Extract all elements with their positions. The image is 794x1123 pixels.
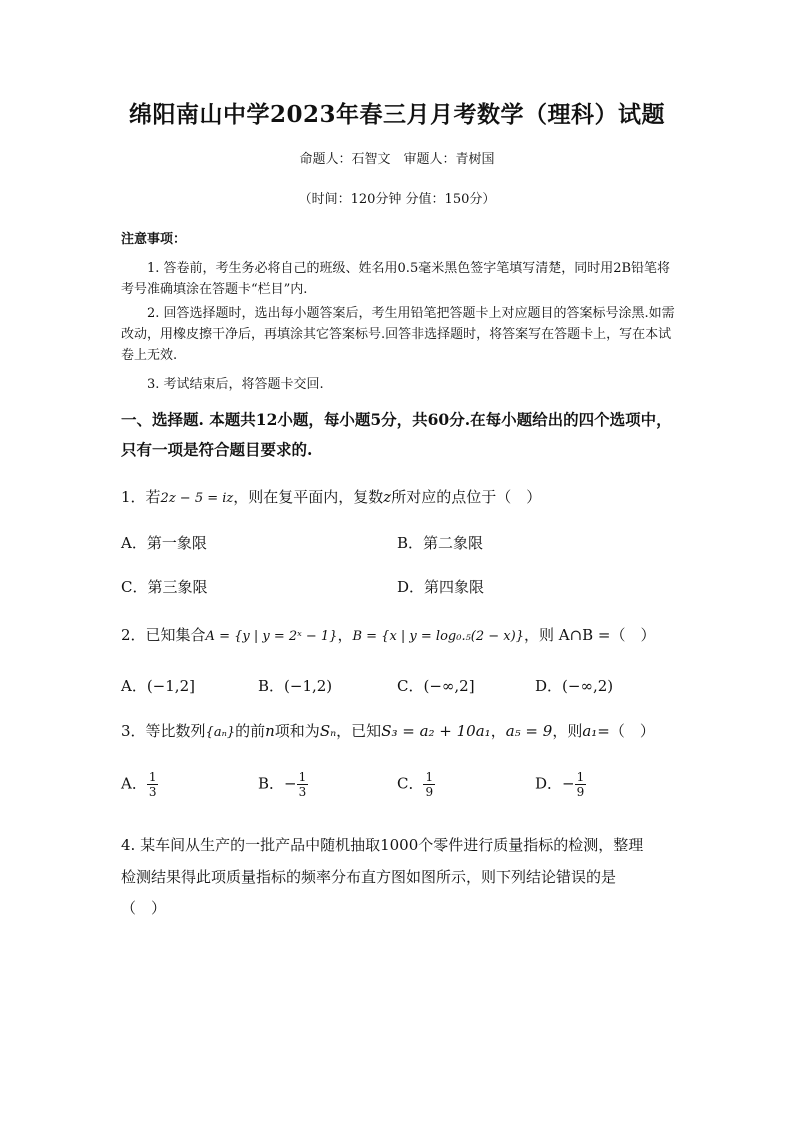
q1-option-d: D．第四象限 [397,578,485,596]
q3-n: n [265,722,275,740]
q3-text-d: ，已知 [336,722,382,740]
q2-sep: ， [337,626,353,644]
q3-option-a [121,770,158,799]
q3-option-d-numerator: 1 [576,770,585,784]
notice-item-1: 1. 答卷前，考生务必将自己的班级、姓名用0.5毫米黑色签字笔填写清楚，同时用2B铅笔将考号准确填涂在答题卡“栏目”内. [121,261,671,297]
q1-equation: 2z − 5 = iz [160,491,234,506]
authors-line: 命题人：石智文 审题人：青树国 [299,152,495,167]
q3-option-d-sign: − [562,774,575,793]
q3-option-c-fraction [423,770,435,799]
q2-option-c: C．(−∞,2] [397,677,475,695]
q3-text-c: 项和为 [274,722,320,740]
q3-option-c-letter: C． [397,774,424,793]
q3-option-a-denominator: 3 [148,785,157,799]
q3-text-f: ，则 [552,722,583,740]
q3-option-d-denominator: 9 [576,785,585,799]
q3-text-b: 的前 [235,722,266,740]
q1-option-b: B．第二象限 [397,534,484,552]
question-4-line-2: 检测结果得此项质量指标的频率分布直方图如图所示，则下列结论错误的是 [121,868,617,886]
page-title: 绵阳南山中学2023年春三月月考数学（理科）试题 [128,101,665,128]
q2-option-a: A．(−1,2] [121,677,195,695]
q3-text-e: ， [490,722,506,740]
q3-text-g: =（ ） [597,722,655,740]
q3-sequence: {aₙ} [205,725,236,740]
notice-heading: 注意事项： [121,232,187,247]
q3-option-d-letter: D． [535,774,563,793]
q3-a1: a₁ [582,722,598,740]
q1-var: z [383,488,392,506]
q2-set-a: A = {y | y = 2ˣ − 1} [205,629,338,644]
question-3 [121,720,655,741]
q1-suffix: 所对应的点位于（ ） [391,488,542,506]
q3-option-b-numerator: 1 [298,770,307,784]
q1-prefix: 1．若 [121,488,161,506]
q2-option-b: B．(−1,2) [258,677,333,695]
q3-option-b [258,770,308,799]
section-heading: 一、选择题. 本题共12小题，每小题5分，共60分.在每小题给出的四个选项中，只有一项是符合题目要求的. [121,410,672,459]
q1-middle: ，则在复平面内，复数 [233,488,384,506]
q3-option-c-numerator: 1 [425,770,434,784]
time-score-line: （时间：120分钟 分值：150分） [298,192,496,207]
q2-prefix: 2．已知集合 [121,626,206,644]
question-2 [121,624,656,645]
q3-option-a-letter: A． [121,774,147,793]
question-1 [121,486,541,507]
q2-set-b: B = {x | y = log₀.₅(2 − x)} [352,629,524,644]
q3-option-c [397,770,435,799]
q3-sn: Sₙ [319,722,337,740]
q2-suffix: ，则 A∩B =（ ） [523,626,656,644]
q3-option-d-fraction [575,770,587,799]
q3-condition-2: a₅ = 9 [505,722,553,740]
q3-option-b-fraction [297,770,309,799]
q1-option-c: C．第三象限 [121,578,208,596]
q3-option-b-denominator: 3 [298,785,307,799]
q3-option-a-fraction [147,770,159,799]
question-4-line-3: （ ） [121,899,167,917]
q3-text-a: 3．等比数列 [121,722,206,740]
q3-option-b-letter: B． [258,774,285,793]
notice-item-2: 2. 回答选择题时，选出每小题答案后，考生用铅笔把答题卡上对应题目的答案标号涂黑.如需改动，用橡皮擦干净后，再填涂其它答案标号.回答非选择题时，将答案写在答题卡上，写在本试卷上无效. [121,306,675,363]
question-4-line-1: 4. 某车间从生产的一批产品中随机抽取1000个零件进行质量指标的检测，整理 [121,836,644,854]
q3-option-d [535,770,586,799]
q3-option-b-sign: − [284,774,297,793]
q3-option-a-numerator: 1 [148,770,157,784]
q1-option-a: A．第一象限 [121,534,207,552]
q3-condition-1: S₃ = a₂ + 10a₁ [381,722,491,740]
notice-item-3: 3. 考试结束后，将答题卡交回. [147,377,324,392]
q2-option-d: D．(−∞,2) [535,677,614,695]
q3-option-c-denominator: 9 [425,785,434,799]
